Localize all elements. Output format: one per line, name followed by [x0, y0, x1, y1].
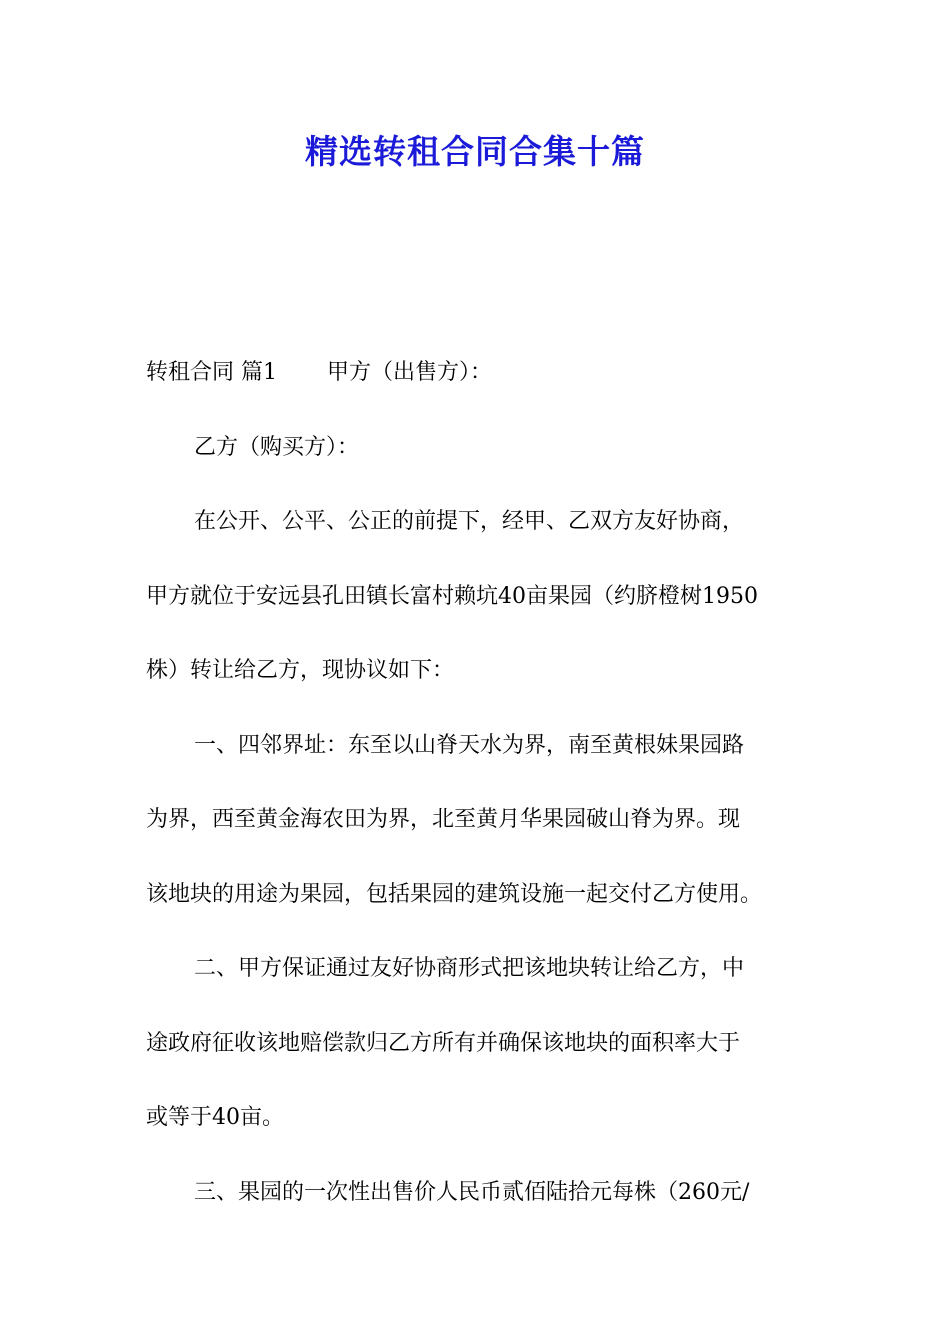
paragraph-line — [146, 336, 810, 411]
party-a-label: 甲方（出售方）： — [327, 360, 493, 385]
section-heading: 转租合同 篇1 — [146, 360, 277, 385]
paragraph-line: 一、四邻界址：东至以山脊天水为界，南至黄根妹果园路 — [194, 732, 745, 758]
paragraph-line: 甲方就位于安远县孔田镇长富村赖坑40亩果园（约脐橙树1950 — [146, 583, 758, 609]
paragraph-line: 途政府征收该地赔偿款归乙方所有并确保该地块的面积率大于 — [146, 1030, 741, 1056]
paragraph-line: 乙方（购买方）： — [194, 434, 360, 460]
paragraph-line: 或等于40亩。 — [146, 1105, 284, 1130]
paragraph-line: 为界，西至黄金海农田为界，北至黄月华果园破山脊为界。现 — [146, 807, 741, 832]
paragraph-line: 该地块的用途为果园，包括果园的建筑设施一起交付乙方使用。 — [146, 881, 763, 907]
paragraph-line: 二、甲方保证通过友好协商形式把该地块转让给乙方，中 — [194, 956, 745, 981]
paragraph-line: 三、果园的一次性出售价人民币贰佰陆拾元每株（260元/ — [194, 1179, 750, 1205]
paragraph-line: 在公开、公平、公正的前提下，经甲、乙双方友好协商， — [194, 509, 745, 534]
document-title: 精选转租合同合集十篇 — [305, 132, 645, 171]
document-body — [146, 336, 810, 1230]
paragraph-line: 株）转让给乙方，现协议如下： — [146, 658, 455, 683]
